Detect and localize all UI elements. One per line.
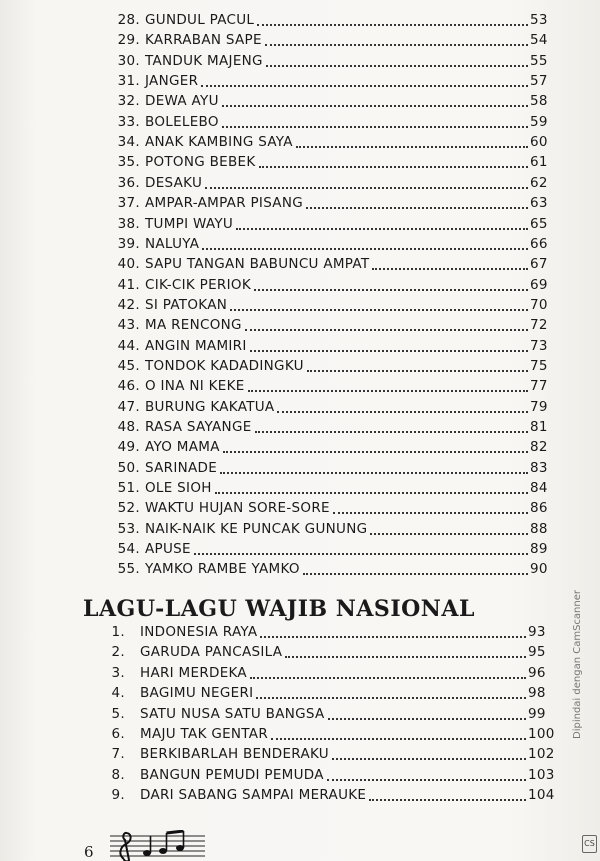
toc-row-title: OLE SIOH: [145, 480, 212, 497]
toc-row-title: ANAK KAMBING SAYA: [145, 134, 293, 151]
toc-row-page: 75: [530, 357, 548, 374]
toc-row: [0, 336, 600, 356]
toc-row-dot-leader: [328, 718, 526, 720]
toc-row-page: 104: [528, 787, 555, 804]
toc-row-dot-leader: [306, 207, 528, 209]
toc-row: [0, 132, 600, 152]
toc-row-dot-leader: [236, 228, 528, 230]
toc-row-number: 33.: [117, 113, 140, 130]
section-heading-nasional: LAGU-LAGU WAJIB NASIONAL: [83, 596, 475, 622]
toc-row-page: 58: [530, 93, 548, 110]
toc-row-page: 54: [530, 32, 548, 49]
toc-row-page: 57: [530, 73, 548, 90]
toc-row-number: 45.: [117, 357, 140, 374]
toc-row-page: 95: [528, 644, 546, 661]
toc-row-page: 65: [530, 215, 548, 232]
toc-row-page: 82: [530, 439, 548, 456]
toc-row-number: 29.: [117, 32, 140, 49]
toc-row-title: CIK-CIK PERIOK: [145, 276, 251, 293]
toc-row: [0, 683, 600, 703]
toc-row-title: INDONESIA RAYA: [140, 624, 258, 640]
toc-row-dot-leader: [277, 411, 528, 413]
toc-row-title: TANDUK MAJENG: [145, 52, 263, 69]
toc-row: [0, 152, 600, 172]
toc-row: [0, 498, 600, 518]
toc-row-title: AYO MAMA: [145, 439, 220, 456]
toc-row-page: 55: [530, 52, 548, 69]
toc-row-page: 79: [530, 398, 548, 415]
toc-row-title: ANGIN MAMIRI: [145, 337, 247, 354]
toc-row-page: 81: [530, 419, 548, 435]
toc-row-dot-leader: [254, 289, 528, 291]
toc-row-number: 38.: [117, 215, 140, 232]
toc-row: [0, 622, 600, 642]
toc-row-number: 44.: [117, 337, 140, 354]
toc-row-title: JANGER: [145, 73, 199, 90]
toc-row: [0, 10, 600, 30]
toc-row: [0, 30, 600, 50]
toc-row-page: 59: [530, 113, 548, 130]
toc-row-dot-leader: [307, 370, 528, 372]
toc-row-number: 53.: [117, 520, 140, 537]
toc-row-page: 63: [530, 195, 548, 212]
toc-row: [0, 193, 600, 213]
toc-row-title: AMPAR-AMPAR PISANG: [145, 195, 304, 212]
toc-row-page: 84: [530, 480, 548, 497]
toc-row-number: 46.: [117, 378, 140, 395]
toc-row: [0, 315, 600, 335]
toc-row-page: 88: [530, 520, 548, 537]
toc-row: [0, 51, 600, 71]
toc-row-page: 83: [530, 459, 548, 476]
toc-row: [0, 539, 600, 559]
toc-row-dot-leader: [223, 451, 528, 453]
toc-row-title: SAPU TANGAN BABUNCU AMPAT: [145, 256, 370, 273]
toc-row: [0, 478, 600, 498]
toc-row: [0, 642, 600, 662]
toc-row-page: 86: [530, 500, 548, 517]
toc-row-dot-leader: [303, 573, 528, 575]
toc-row-number: 6.: [111, 726, 125, 742]
toc-row-page: 69: [530, 276, 548, 293]
toc-row-number: 52.: [117, 500, 140, 517]
toc-row-page: 102: [528, 746, 555, 763]
toc-row-dot-leader: [245, 329, 528, 331]
toc-row-title: APUSE: [145, 541, 191, 558]
toc-row-title: HARI MERDEKA: [140, 664, 247, 681]
toc-row: [0, 704, 600, 724]
toc-row-number: 55.: [117, 561, 140, 578]
toc-row: [0, 376, 600, 396]
toc-row-dot-leader: [230, 309, 528, 311]
toc-row-dot-leader: [222, 105, 528, 107]
toc-row-title: RASA SAYANGE: [145, 419, 252, 435]
toc-row-title: SI PATOKAN: [145, 296, 228, 313]
toc-row-page: 100: [528, 726, 555, 742]
toc-row: [0, 295, 600, 315]
toc-row-dot-leader: [369, 799, 526, 801]
toc-row-number: 30.: [117, 52, 140, 69]
toc-row-dot-leader: [250, 677, 526, 679]
toc-row-number: 36.: [117, 174, 140, 191]
toc-row-page: 72: [530, 317, 548, 334]
toc-row-dot-leader: [256, 697, 526, 699]
toc-row-page: 103: [528, 766, 555, 783]
toc-row: [0, 519, 600, 539]
toc-row-page: 61: [530, 154, 548, 171]
toc-row-dot-leader: [285, 656, 526, 658]
toc-row-title: SARINADE: [145, 459, 218, 476]
toc-row-dot-leader: [220, 472, 528, 474]
toc-row-page: 96: [528, 664, 546, 681]
toc-row-dot-leader: [248, 390, 528, 392]
toc-row-dot-leader: [372, 268, 528, 270]
toc-row-dot-leader: [257, 24, 528, 26]
toc-row-number: 1.: [111, 624, 125, 640]
toc-row-dot-leader: [202, 248, 528, 250]
toc-row-dot-leader: [201, 85, 528, 87]
toc-row-number: 3.: [111, 664, 125, 681]
scanner-watermark-text: Dipindai dengan CamScanner: [572, 590, 583, 739]
toc-row-page: 66: [530, 235, 548, 252]
toc-row: [0, 275, 600, 295]
toc-row-title: TONDOK KADADINGKU: [145, 357, 304, 374]
toc-row-dot-leader: [327, 779, 526, 781]
toc-row-number: 51.: [117, 480, 140, 497]
scanner-watermark: [572, 590, 586, 835]
toc-row-title: SATU NUSA SATU BANGSA: [140, 705, 325, 722]
toc-row-page: 67: [530, 256, 548, 273]
toc-row-title: MA RENCONG: [145, 317, 242, 334]
toc-row: [0, 214, 600, 234]
toc-row-number: 41.: [117, 276, 140, 293]
music-notes-icon: [110, 830, 205, 861]
toc-row-title: BURUNG KAKATUA: [145, 398, 275, 415]
toc-row-number: 40.: [117, 256, 140, 273]
toc-row-page: 73: [530, 337, 548, 354]
toc-row-dot-leader: [260, 636, 526, 638]
toc-row-page: 53: [530, 12, 548, 28]
toc-row: [0, 765, 600, 785]
toc-row-title: MAJU TAK GENTAR: [140, 726, 269, 742]
toc-row-dot-leader: [205, 187, 528, 189]
toc-row-title: GARUDA PANCASILA: [140, 644, 283, 661]
toc-row: [0, 254, 600, 274]
toc-row-dot-leader: [333, 512, 528, 514]
toc-row-title: DEWA AYU: [145, 93, 219, 110]
toc-row-number: 42.: [117, 296, 140, 313]
camscanner-badge: CS: [582, 835, 597, 853]
toc-row-page: 77: [530, 378, 548, 395]
toc-row-number: 32.: [117, 93, 140, 110]
toc-row-number: 49.: [117, 439, 140, 456]
toc-row-dot-leader: [250, 350, 528, 352]
toc-row-number: 34.: [117, 134, 140, 151]
toc-row-title: BAGIMU NEGERI: [140, 685, 254, 702]
toc-row: [0, 724, 600, 744]
toc-row-title: BERKIBARLAH BENDERAKU: [140, 746, 329, 763]
toc-row-dot-leader: [271, 738, 526, 740]
toc-row-page: 99: [528, 705, 546, 722]
toc-row-number: 47.: [117, 398, 140, 415]
toc-row-page: 89: [530, 541, 548, 558]
toc-row: [0, 71, 600, 91]
toc-row-number: 2.: [111, 644, 125, 661]
toc-row-page: 60: [530, 134, 548, 151]
toc-row-dot-leader: [194, 553, 528, 555]
toc-row-dot-leader: [215, 492, 528, 494]
toc-row-number: 7.: [111, 746, 125, 763]
toc-row-title: GUNDUL PACUL: [145, 12, 255, 28]
toc-row-page: 98: [528, 685, 546, 702]
toc-row: [0, 663, 600, 683]
toc-row: [0, 356, 600, 376]
toc-row-number: 8.: [111, 766, 125, 783]
toc-row-title: WAKTU HUJAN SORE-SORE: [145, 500, 330, 517]
toc-row-title: TUMPI WAYU: [145, 215, 234, 232]
toc-row-number: 28.: [117, 12, 140, 28]
page-number: 6: [84, 843, 94, 861]
toc-row-title: KARRABAN SAPE: [145, 32, 262, 49]
toc-row-title: DESAKU: [145, 174, 203, 191]
toc-row: [0, 458, 600, 478]
toc-row: [0, 744, 600, 764]
toc-row: [0, 417, 600, 437]
toc-row-title: BANGUN PEMUDI PEMUDA: [140, 766, 324, 783]
toc-row-number: 4.: [111, 685, 125, 702]
toc-row-dot-leader: [255, 431, 528, 433]
toc-row-number: 50.: [117, 459, 140, 476]
toc-row-dot-leader: [296, 146, 528, 148]
toc-row-number: 31.: [117, 73, 140, 90]
toc-row: [0, 437, 600, 457]
toc-row-number: 54.: [117, 541, 140, 558]
toc-row: [0, 91, 600, 111]
toc-row-number: 39.: [117, 235, 140, 252]
toc-row-page: 70: [530, 296, 548, 313]
toc-row-number: 48.: [117, 419, 140, 435]
toc-row-dot-leader: [259, 166, 528, 168]
toc-row-dot-leader: [266, 65, 528, 67]
toc-row-dot-leader: [222, 126, 528, 128]
toc-row-title: NAIK-NAIK KE PUNCAK GUNUNG: [145, 520, 368, 537]
toc-row-page: 93: [528, 624, 546, 640]
toc-row-page: 62: [530, 174, 548, 191]
toc-row-number: 5.: [111, 705, 125, 722]
toc-row-title: DARI SABANG SAMPAI MERAUKE: [140, 787, 367, 804]
toc-row-number: 35.: [117, 154, 140, 171]
toc-row-title: YAMKO RAMBE YAMKO: [145, 561, 300, 578]
toc-row: [0, 785, 600, 805]
toc-row-number: 37.: [117, 195, 140, 212]
toc-row: [0, 559, 600, 579]
toc-row: [0, 173, 600, 193]
toc-row-page: 90: [530, 561, 548, 578]
toc-row-dot-leader: [265, 44, 528, 46]
toc-row-number: 9.: [111, 787, 125, 804]
toc-row: [0, 112, 600, 132]
toc-row-title: O INA NI KEKE: [145, 378, 245, 395]
toc-row: [0, 397, 600, 417]
toc-row-number: 43.: [117, 317, 140, 334]
toc-row-dot-leader: [332, 758, 526, 760]
toc-row: [0, 234, 600, 254]
toc-row-title: NALUYA: [145, 235, 200, 252]
toc-row-title: BOLELEBO: [145, 113, 219, 130]
toc-row-dot-leader: [370, 533, 528, 535]
toc-row-title: POTONG BEBEK: [145, 154, 256, 171]
